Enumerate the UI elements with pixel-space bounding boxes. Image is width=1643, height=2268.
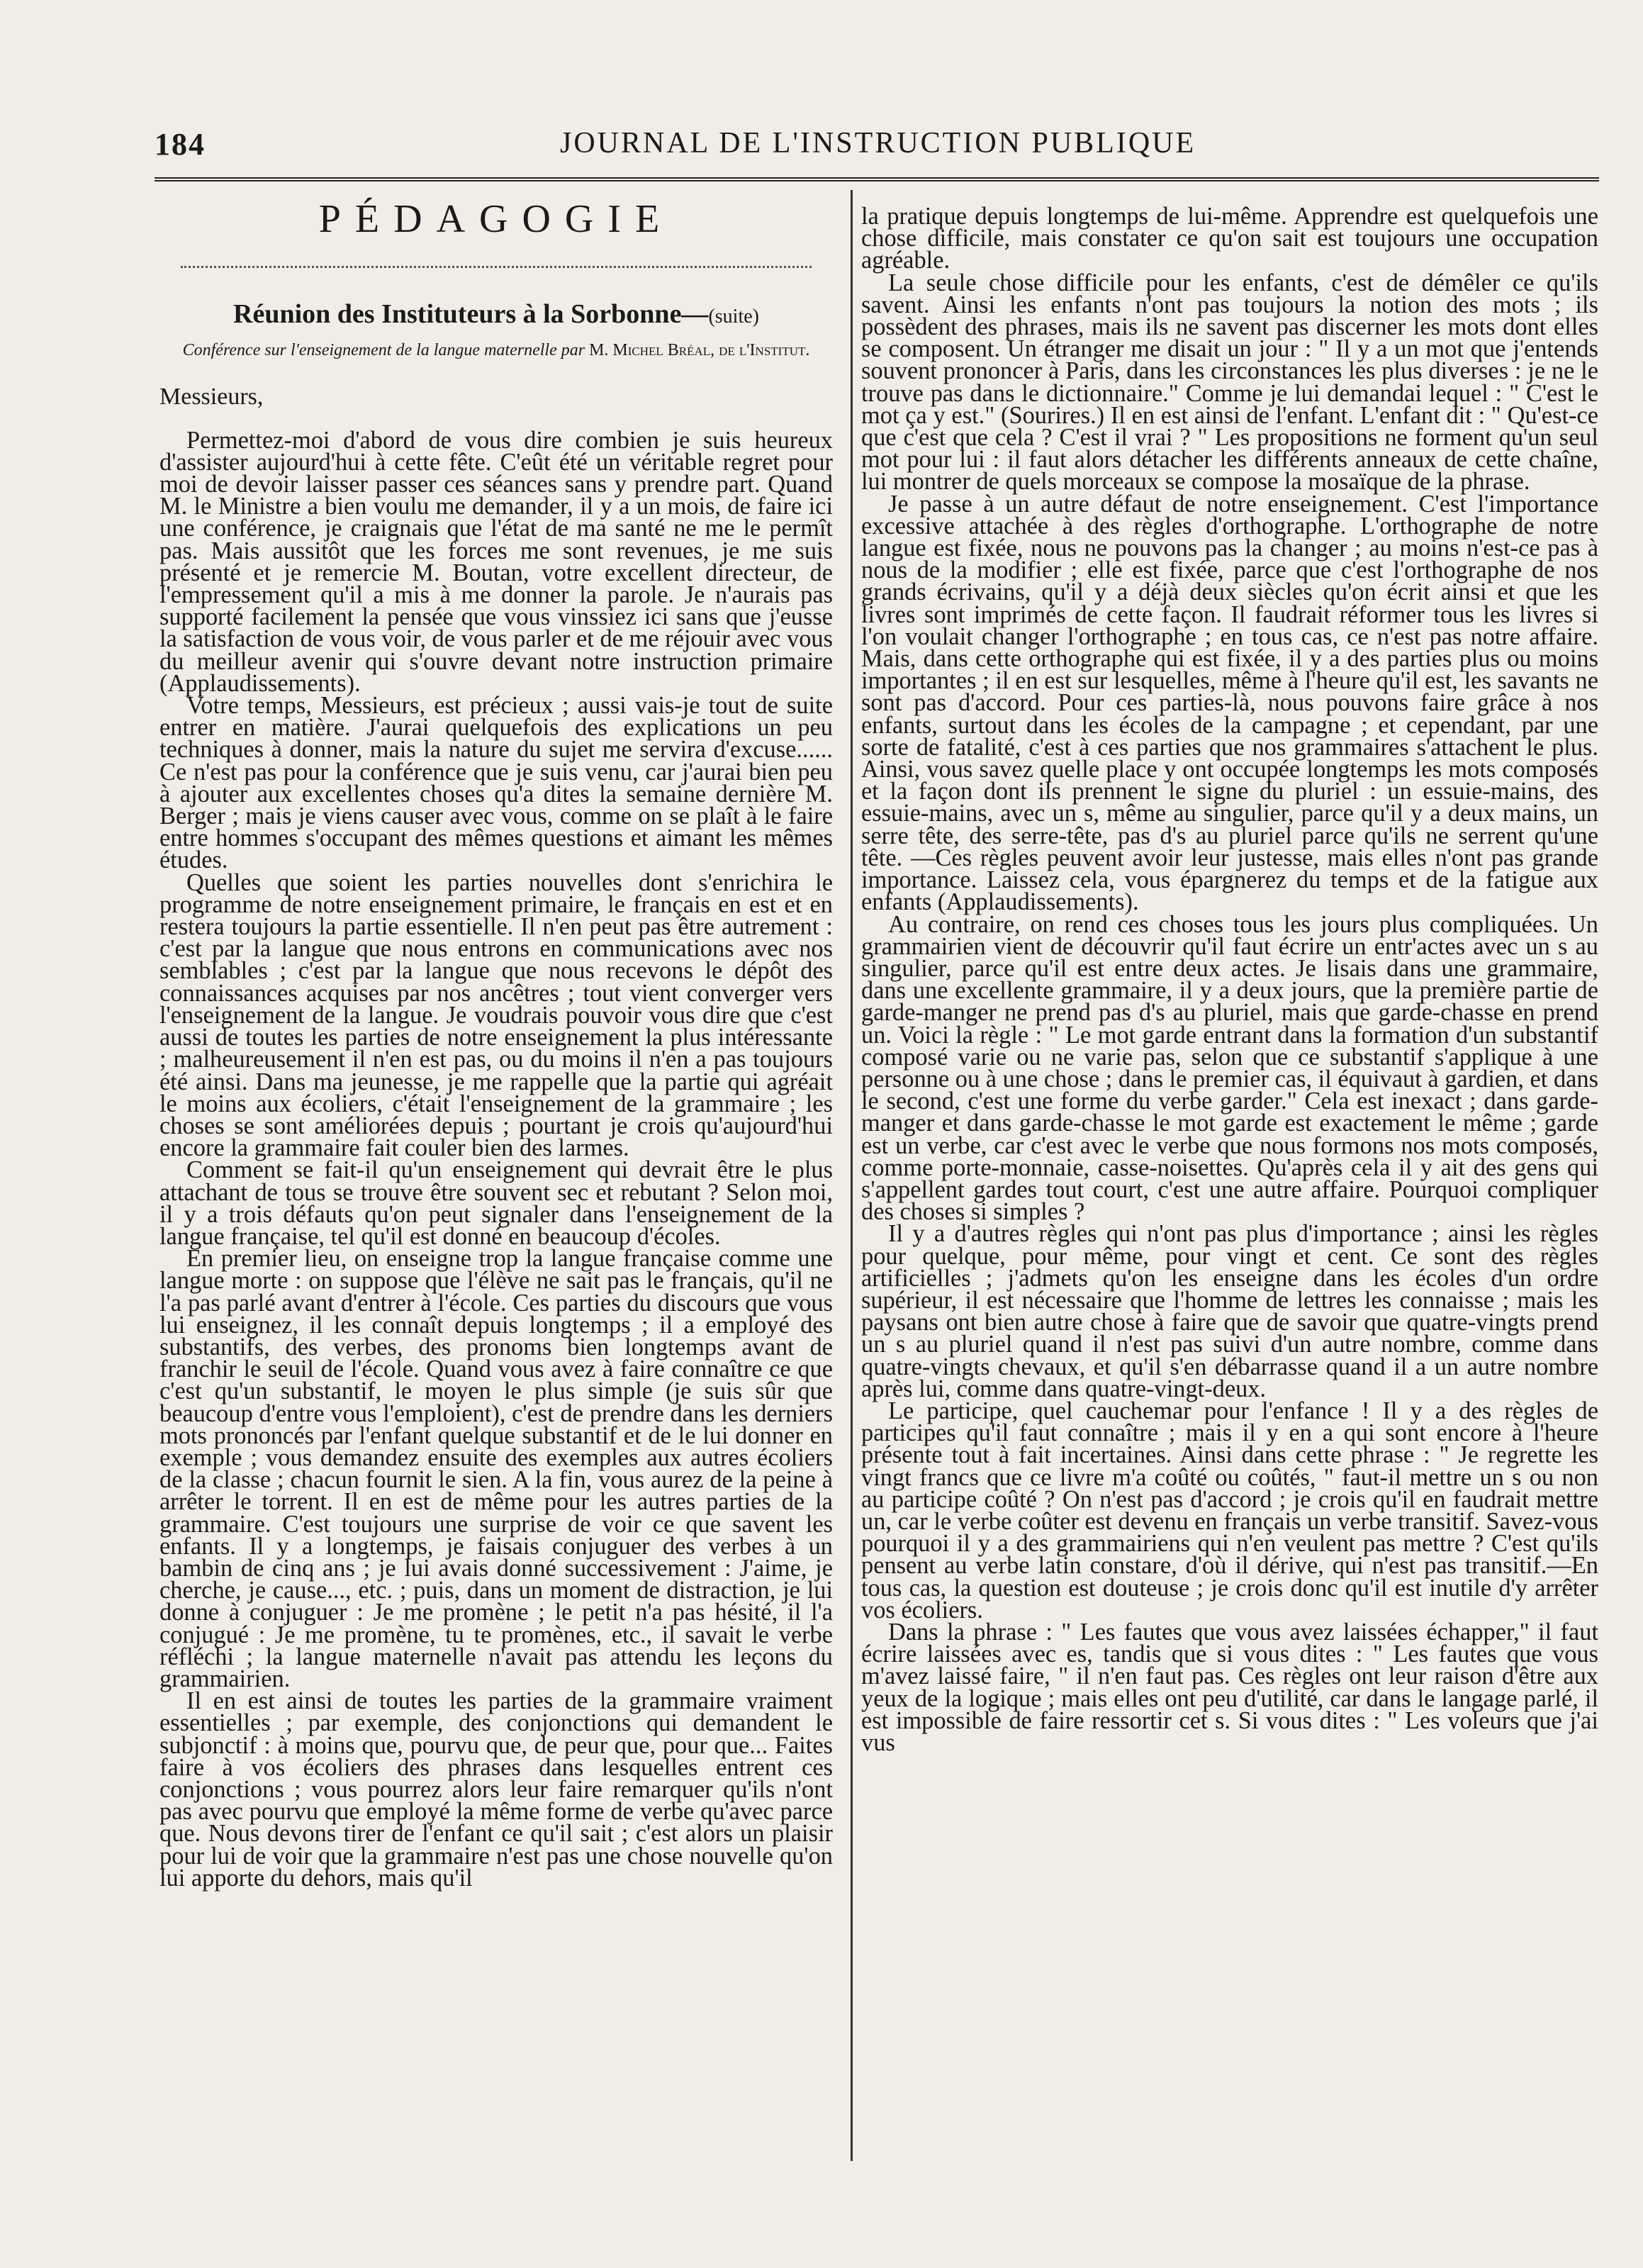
paragraph: la pratique depuis longtemps de lui-même. Apprendre est quelquefois une chose difficile, mais constater ce qu'on sait est toujours une occupation agréable. (861, 203, 1598, 274)
column-divider (851, 190, 853, 2161)
journal-title: JOURNAL DE L'INSTRUCTION PUBLIQUE (560, 127, 1196, 160)
left-column (159, 197, 833, 1892)
salutation: Messieurs, (159, 384, 264, 410)
paragraph: La seule chose difficile pour les enfants, c'est de démêler ce qu'ils savent. Ainsi les enfants n'ont pas toujours la notion des mots ; ils possèdent des phrases, mais ils ne savent pas discerner les mots dont elles se composent. Un étranger me disait un jour : " Il y a un mot que j'entends souvent prononcer à Paris, dans les circonstances les plus diverses : je ne le trouve pas dans le dictionnaire." Comme je lui demandai lequel : " C'est le mot ça y est." (Sourires.) Il en est ainsi de l'enfant. L'enfant dit : " Qu'est-ce que c'est que cela ? C'est il vrai ? " Les propositions ne forment qu'un seul mot pour lui : il faut alors détacher les différents anneaux de cette chaîne, lui montrer de quels morceaux se compose la mosaïque de la phrase. (861, 269, 1598, 496)
article-title-text: Réunion des Instituteurs à la Sorbonne— (233, 299, 709, 330)
section-title: PÉDAGOGIE (318, 197, 674, 241)
paragraph: Comment se fait-il qu'un enseignement qui devrait être le plus attachant de tous se trouve être souvent sec et rebutant ? Selon moi, il y a trois défauts qu'on peut signaler dans l'enseignement de la langue française, tel qu'il est donné en beaucoup d'écoles. (159, 1156, 833, 1250)
paragraph: Je passe à un autre défaut de notre enseignement. C'est l'importance excessive attachée à des règles d'orthographe. L'orthographe de notre langue est fixée, nous ne pouvons pas la changer ; au moins n'est-ce pas à nous de la modifier ; elle est fixée, parce que c'est l'orthographe de nos grands écrivains, qu'il y a déjà deux siècles qu'on écrit ainsi et que les livres sont imprimés de cette façon. Il faudrait réformer tous les livres si l'on voulait changer l'orthographe ; en tous cas, ce n'est pas notre affaire. Mais, dans cette orthographe qui est fixée, il y a des parties plus ou moins importantes ; il en est sur lesquelles, même à l'heure qu'il est, les savants ne sont pas d'accord. Pour ces parties-là, nous pouvons faire grâce à nos enfants, surtout dans les écoles de la campagne ; et cependant, par une sorte de fatalité, c'est à ces parties que nos grammaires s'attachent le plus. Ainsi, vous savez quelle place y ont occupée longtemps les mots composés et la façon dont ils prennent le signe du pluriel : un essuie-mains, des essuie-mains, avec un s, même au singulier, parce qu'il y a deux mains, un serre tête, des serre-tête, pas d's au pluriel parce qu'ils ne serrent qu'une tête. —Ces règles peuvent avoir leur justesse, mais elles n'ont pas grande importance. Laissez cela, vous épargnerez du temps et de la fatigue aux enfants (Applaudissements). (861, 490, 1598, 916)
paragraph: Permettez-moi d'abord de vous dire combien je suis heureux d'assister aujourd'hui à cette fête. C'eût été un véritable regret pour moi de devoir laisser passer ces séances sans y prendre part. Quand M. le Ministre a bien voulu me demander, il y a un mois, de faire ici une conférence, je craignais que l'état de ma santé ne me le permît pas. Mais aussitôt que les forces me sont revenues, je me suis présenté et je remercie M. Boutan, votre excellent directeur, de l'empressement qu'il a mis à me donner la parole. Je n'aurais pas supporté facilement la pensée que vous vinssiez ici sans que j'eusse la satisfaction de vous voir, de vous parler et de me réjouir avec vous du meilleur avenir qui s'ouvre devant notre instruction primaire (Applaudissements). (159, 426, 833, 697)
article-subtitle (174, 340, 819, 360)
author-name: M. Michel Bréal, de l'Institut. (589, 341, 810, 360)
paragraph: Quelles que soient les parties nouvelles dont s'enrichira le programme de notre enseignement primaire, le français en est et en restera toujours la partie essentielle. Il n'en peut pas être autrement : c'est par la langue que nous entrons en communications avec nos semblables ; c'est par la langue que nous recevons le dépôt des connaissances acquises par nos ancêtres ; tout vient converger vers l'enseignement de la langue. Je voudrais pouvoir vous dire que c'est aussi de toutes les parties de notre enseignement la plus intéressante ; malheureusement il n'en est pas, ou du moins il n'en a pas toujours été ainsi. Dans ma jeunesse, je me rappelle que la partie qui agréait le moins aux écoliers, c'était l'enseignement de la grammaire ; les choses se sont améliorées depuis ; pourtant je crois qu'aujourd'hui encore la grammaire fait couler bien des larmes. (159, 868, 833, 1162)
paragraph: Il y a d'autres règles qui n'ont pas plus d'importance ; ainsi les règles pour quelque, pour même, pour vingt et cent. Ce sont des règles artificielles ; j'admets qu'on les enseigne dans les écoles d'un ordre supérieur, il est nécessaire que l'homme de lettres les connaisse ; mais les paysans ont bien autre chose à faire que de savoir que quatre-vingts prend un s au pluriel quand il n'est pas suivi d'un autre nombre, comme dans quatre-vingts chevaux, et qu'il s'en débarrasse quand il a un autre nombre après lui, comme dans quatre-vingt-deux. (861, 1220, 1598, 1402)
paragraph: Votre temps, Messieurs, est précieux ; aussi vais-je tout de suite entrer en matière. J'aurai quelquefois des explications un peu techniques à donner, mais la nature du sujet me servira d'excuse...... Ce n'est pas pour la conférence que je suis venu, car j'aurai bien peu à ajouter aux excellentes choses qu'a dites la semaine dernière M. Berger ; mais je viens causer avec vous, comme on se plaît à le faire entre hommes s'occupant des mêmes questions et aimant les mêmes études. (159, 692, 833, 874)
paragraph: Au contraire, on rend ces choses tous les jours plus compliquées. Un grammairien vient de découvrir qu'il faut écrire un entr'actes avec un s au singulier, parce qu'il est entre deux actes. Je lisais dans une grammaire, dans une excellente grammaire, il y a deux jours, que la première partie de garde-manger ne prend pas d's au pluriel, mais que garde-chasse en prend un. Voici la règle : " Le mot garde entrant dans la formation d'un substantif composé varie ou ne varie pas, selon que ce substantif s'applique à une personne ou à une chose ; dans le premier cas, il équivaut à gardien, et dans le second, c'est une forme du verbe garder." Cela est inexact ; dans garde-manger et dans garde-chasse le mot garde est exactement le même ; garde est un verbe, car c'est avec le verbe que nous formons nos mots composés, comme porte-monnaie, casse-noisettes. Qu'après cela il y ait des gens qui s'appellent gardes tout court, c'est une autre affaire. Pourquoi compliquer des choses si simples ? (861, 910, 1598, 1226)
paragraph: Il en est ainsi de toutes les parties de la grammaire vraiment essentielles ; par exemple, des conjonctions qui demandent le subjonctif : à moins que, pourvu que, de peur que, pour que... Faites faire à vos écoliers des phrases dans lesquelles entrent ces conjonctions ; vous pourrez alors leur faire remarquer qu'ils n'ont pas avec pourvu que employé la même forme de verbe qu'avec parce que. Nous devons tirer de l'enfant ce qu'il sait ; c'est alors un plaisir pour lui de voir que la grammaire n'est pas une chose nouvelle qu'on lui apporte du dehors, mais qu'il (159, 1687, 833, 1892)
dotted-separator (181, 266, 812, 268)
article-title (159, 299, 833, 330)
paragraph: Dans la phrase : " Les fautes que vous avez laissées échapper," il faut écrire laissées avec es, tandis que si vous dites : " Les fautes que vous m'avez laissé faire, " il n'en faut pas. Ces règles ont leur raison d'être aux yeux de la logique ; mais elles ont peu d'utilité, car dans le langage parlé, il est impossible de faire ressortir cet s. Si vous dites : " Les voleurs que j'ai vus (861, 1619, 1598, 1757)
paragraph: Le participe, quel cauchemar pour l'enfance ! Il y a des règles de participes qu'il faut connaître ; mais il y en a qui sont encore à l'heure présente tout à fait incertaines. Ainsi dans cette phrase : " Je regrette les vingt francs que ce livre m'a coûté ou coûtés, " faut-il mettre un s ou non au participe coûté ? On n'est pas d'accord ; je crois qu'il en faudrait mettre un, car le verbe coûter est devenu en français un verbe transitif. Savez-vous pourquoi il y a des grammairiens qui n'en veulent pas mettre ? C'est qu'ils pensent au verbe latin constare, d'où il dérive, qui n'est pas transitif.—En tous cas, la question est douteuse ; je crois donc qu'il est inutile d'y arrêter vos écoliers. (861, 1397, 1598, 1624)
paragraph: En premier lieu, on enseigne trop la langue française comme une langue morte : on suppose que l'élève ne sait pas le français, qu'il ne l'a pas parlé avant d'entrer à l'école. Ces parties du discours que vous lui enseignez, il les connaît depuis longtemps ; il a employé des substantifs, des verbes, des pronoms bien longtemps avant de franchir le seuil de l'école. Quand vous avez à faire connaître ce que c'est qu'un substantif, le moyen le plus simple (je suis sûr que beaucoup d'entre vous l'emploient), c'est de prendre dans les derniers mots prononcés par l'enfant quelque substantif et de le lui donner en exemple ; vous demandez ensuite des exemples aux autres écoliers de la classe ; chacun fournit le sien. A la fin, vous aurez de la peine à arrêter le torrent. Il en est de même pour les autres parties de la grammaire. C'est toujours une surprise de voir ce que savent les enfants. Il y a longtemps, je faisais conjuguer des verbes à un bambin de cinq ans ; je lui avais donné successivement : J'aime, je cherche, je cause..., etc. ; puis, dans un moment de distraction, je lui donne à conjuguer : Je me promène ; le petit n'a pas hésité, il l'a conjugué : Je me promène, tu te promènes, etc., il savait le verbe réfléchi ; la langue maternelle n'avait pas attendu les leçons du grammairien. (159, 1245, 833, 1692)
page-number: 184 (155, 127, 206, 162)
article-title-suffix: (suite) (708, 306, 759, 328)
subtitle-text: Conférence sur l'enseignement de la langue maternelle par (182, 341, 590, 360)
right-column (861, 203, 1598, 1757)
header-rule (155, 177, 1599, 181)
